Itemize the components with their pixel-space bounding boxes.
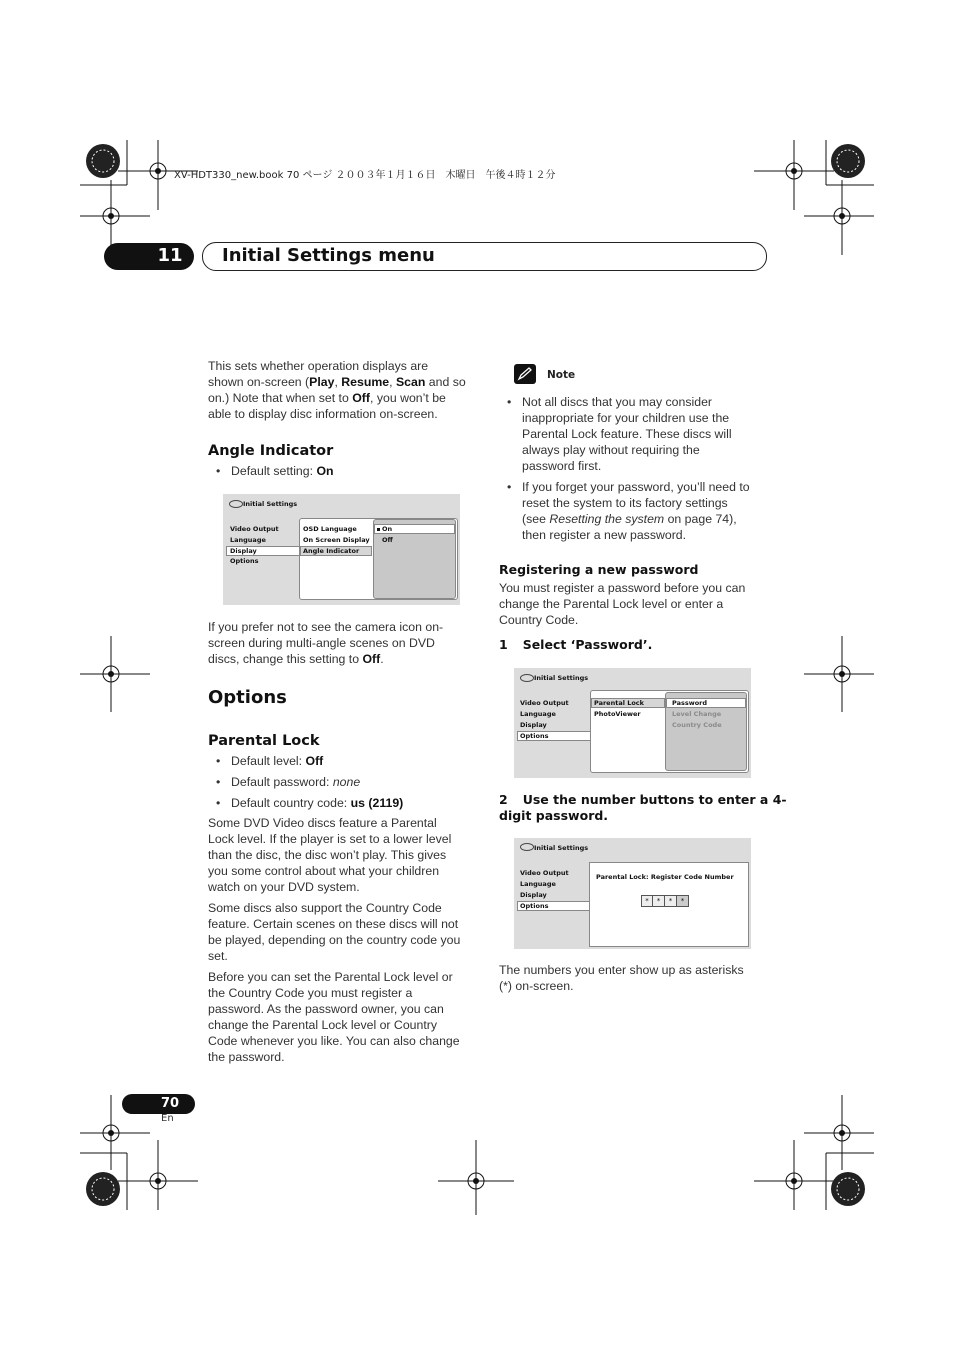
code-entry: [641, 895, 689, 907]
option-item: Country Code: [672, 721, 722, 729]
menu-item: Display: [520, 891, 547, 899]
list-item: • Default setting: On: [208, 463, 478, 479]
menu-item: Display: [520, 721, 547, 729]
menu-item: Options: [230, 557, 259, 565]
submenu-item: Parental Lock: [594, 699, 644, 707]
parental-paragraph-1: Some DVD Video discs feature a Parental Lock level. If the player is set to a lower level than the disc, the disc won’t play. This gives you some control about what your children watch on your DVD system.: [208, 816, 452, 894]
menu-item: Video Output: [230, 525, 279, 533]
list-item: • Not all discs that you may consider inappropriate for your children use the Parental Lock feature. These discs will always play without requiring the password first.: [499, 394, 771, 474]
menu-item: Language: [520, 710, 556, 718]
menu-item: Language: [230, 536, 266, 544]
step-2: 2 Use the number buttons to enter a 4- digit password.: [499, 792, 787, 823]
parental-paragraph-2: Some discs also support the Country Code feature. Certain scenes on these discs will not be played, depending on the country code you set.: [208, 901, 461, 963]
list-item: • Default level: Off: [208, 753, 480, 769]
note-icon: [514, 364, 536, 384]
note-bullets: [499, 394, 771, 548]
page-language: En: [161, 1113, 174, 1124]
note-label: Note: [547, 369, 576, 381]
menu-item: Display: [230, 547, 257, 555]
screen-title: Initial Settings: [534, 844, 589, 852]
option-item: Level Change: [672, 710, 722, 718]
menu-item: Language: [520, 880, 556, 888]
menu-item: Video Output: [520, 699, 569, 707]
page-number: 70: [160, 1096, 180, 1111]
disc-icon: [520, 674, 534, 682]
option-item: On: [382, 525, 393, 533]
screen-title: Initial Settings: [534, 674, 589, 682]
option-item: Password: [672, 699, 708, 707]
code-digit: *: [677, 895, 689, 907]
code-digit: *: [653, 895, 665, 907]
screen-password-menu: [514, 668, 751, 778]
parental-lock-heading: Parental Lock: [208, 733, 320, 749]
submenu-item: PhotoViewer: [594, 710, 641, 718]
menu-item: Options: [520, 902, 549, 910]
submenu-item: OSD Language: [303, 525, 357, 533]
list-item: • If you forget your password, you’ll need to reset the system to its factory settings (see Resetting the system on page 74), then register a new password.: [499, 479, 771, 543]
angle-paragraph: If you prefer not to see the camera icon on- screen during multi-angle scenes on DVD discs, change this setting to Off.: [208, 620, 444, 666]
print-header: XV-HDT330_new.book 70 ページ ２００３年１月１６日 木曜日 午後４時１２分: [174, 170, 556, 181]
submenu-item: Angle Indicator: [303, 547, 360, 555]
selected-marker: [377, 528, 380, 531]
register-paragraph: You must register a password before you can change the Parental Lock level or enter a Country Code.: [499, 581, 746, 627]
option-item: Off: [382, 536, 393, 544]
angle-indicator-heading: Angle Indicator: [208, 443, 334, 459]
submenu-item: On Screen Display: [303, 536, 370, 544]
register-heading: Registering a new password: [499, 562, 699, 577]
intro-paragraph: This sets whether operation displays are shown on-screen (Play, Resume, Scan and so on.) Note that when set to Off, you won’t be able to display disc information on-screen.: [208, 359, 466, 421]
screen-register-code: [514, 838, 751, 949]
pencil-icon: [514, 364, 536, 384]
code-digit: *: [641, 895, 653, 907]
list-item: • Default country code: us (2119): [208, 795, 480, 811]
parental-paragraph-3: Before you can set the Parental Lock level or the Country Code you must register a password. As the password owner, you can change the Parental Lock level or Country Code whenever you like. You can also change the password.: [208, 970, 460, 1064]
menu-item: Options: [520, 732, 549, 740]
angle-bullets: [208, 463, 478, 484]
disc-icon: [520, 843, 534, 851]
dialog-title: Parental Lock: Register Code Number: [596, 873, 734, 881]
code-digit: *: [665, 895, 677, 907]
menu-item: Video Output: [520, 869, 569, 877]
asterisk-paragraph: The numbers you enter show up as asterisks (*) on-screen.: [499, 963, 744, 993]
chapter-number: 11: [157, 245, 183, 266]
chapter-title: Initial Settings menu: [222, 245, 435, 266]
list-item: • Default password: none: [208, 774, 480, 790]
disc-icon: [229, 500, 243, 508]
parental-lock-bullets: [208, 753, 480, 816]
options-heading: Options: [208, 687, 287, 708]
step-1: 1 Select ‘Password’.: [499, 637, 653, 652]
screen-angle-indicator: [223, 494, 460, 605]
screen-title: Initial Settings: [243, 500, 298, 508]
